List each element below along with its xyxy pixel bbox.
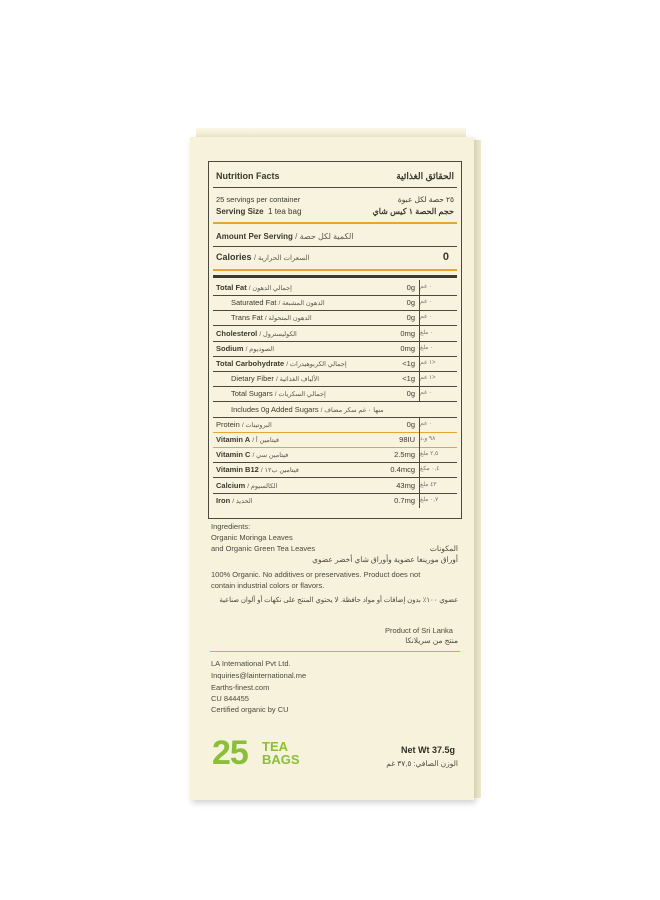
divider-orange bbox=[213, 269, 457, 271]
nutrient-row bbox=[213, 310, 457, 326]
nutrient-amount: 98IU bbox=[399, 435, 415, 444]
nutrient-amount: 0g bbox=[406, 283, 415, 292]
nutrient-name bbox=[231, 389, 326, 398]
nutrient-label-ar: / الكالسيوم bbox=[247, 482, 278, 490]
nutrient-amount-ar: ٠ غم bbox=[420, 284, 433, 290]
nutrient-amount: 0g bbox=[406, 389, 415, 399]
nutrient-row bbox=[213, 462, 457, 478]
nutrient-label-ar: / إجمالي السكريات bbox=[274, 391, 326, 399]
nutrient-label: Total Sugars bbox=[231, 389, 273, 399]
nutrient-row bbox=[213, 280, 457, 296]
nutrient-row bbox=[213, 326, 457, 342]
nutrient-amount-ar: ٠ ملغ bbox=[420, 344, 434, 351]
nutrient-label: Sodium bbox=[216, 343, 244, 353]
nutrient-amount-ar: ٤٣ ملغ bbox=[420, 481, 437, 488]
nutrient-row bbox=[213, 432, 457, 448]
nutrient-amount-ar: ٠ غم bbox=[420, 314, 433, 321]
nutrient-name bbox=[216, 496, 253, 505]
company-email: Inquiries@lainternational.me bbox=[211, 671, 307, 680]
nutrient-label-ar: / الصوديوم bbox=[245, 345, 275, 353]
company-name: LA International Pvt Ltd. bbox=[211, 659, 291, 668]
ingredients-label: Ingredients: bbox=[211, 522, 251, 531]
ingredients-line-1: Organic Moringa Leaves bbox=[211, 533, 293, 542]
divider bbox=[213, 187, 457, 188]
nutrient-name bbox=[216, 435, 279, 444]
nutrient-amount-ar: <١ غم bbox=[420, 360, 436, 366]
divider bbox=[213, 246, 457, 247]
nutrient-name bbox=[216, 359, 347, 368]
tea-bag-count: 25 bbox=[212, 734, 248, 772]
box-side-edge bbox=[474, 140, 481, 798]
net-weight: Net Wt 37.5g bbox=[401, 745, 456, 755]
nutrient-name bbox=[231, 374, 319, 383]
nutrient-label-ar: / فيتامين ب١٢ bbox=[260, 467, 299, 475]
organic-claim-ar: عضوي ١٠٠٪ بدون إضافات أو مواد حافظة. لا يحتوي المنتج على نكهات أو ألوان صناعية bbox=[219, 597, 458, 604]
nutrient-amount-ar: ٠ غم bbox=[420, 299, 433, 306]
nutrient-label: Total Fat bbox=[216, 283, 247, 292]
nutrient-amount-ar: ٠ ملغ bbox=[420, 329, 434, 336]
ingredients-line-2: and Organic Green Tea Leaves bbox=[211, 544, 316, 553]
nutrient-label-ar: / الحديد bbox=[232, 497, 253, 505]
nutrient-amount: 0g bbox=[406, 313, 415, 323]
nutrient-label: Vitamin C bbox=[216, 450, 251, 460]
nutrition-facts-panel bbox=[208, 161, 462, 519]
divider-orange bbox=[213, 222, 457, 224]
nutrition-title: Nutrition Facts bbox=[216, 171, 280, 181]
net-weight-ar: الوزن الصافي: ٣٧,٥ غم bbox=[386, 759, 458, 768]
calories-ar: / السعرات الحرارية bbox=[254, 255, 310, 262]
nutrient-row bbox=[213, 417, 457, 433]
nutrient-amount-ar: ٢,٥ ملغ bbox=[420, 451, 439, 458]
nutrient-label-ar: / البروتينات bbox=[241, 421, 272, 429]
nutrient-amount: <1g bbox=[402, 374, 415, 384]
nutrient-row bbox=[213, 356, 457, 372]
nutrient-name bbox=[216, 329, 297, 338]
nutrient-amount: 2.5mg bbox=[394, 450, 415, 460]
nutrient-label-ar: / إجمالي الكربوهيدرات bbox=[286, 361, 347, 368]
origin-ar: منتج من سريلانكا bbox=[405, 636, 458, 645]
nutrient-row bbox=[213, 295, 457, 311]
nutrient-amount: 0mg bbox=[400, 328, 415, 338]
tea-bags-label bbox=[262, 740, 300, 766]
nutrient-label-ar: / الدهون المتحولة bbox=[264, 315, 312, 323]
nutrient-amount-ar: ٠ غم bbox=[420, 420, 433, 427]
nutrient-name bbox=[231, 405, 384, 414]
nutrient-label-ar: / فيتامين أ bbox=[252, 437, 279, 444]
nutrient-row bbox=[213, 478, 457, 494]
nutrient-name bbox=[216, 420, 272, 429]
nutrient-label: Trans Fat bbox=[231, 313, 263, 323]
calories-label: Calories bbox=[216, 252, 252, 262]
nutrient-amount-ar: ٠ غم bbox=[420, 390, 433, 397]
origin-en: Product of Sri Lanka bbox=[385, 626, 453, 635]
nutrient-label: Dietary Fiber bbox=[231, 374, 274, 384]
nutrient-amount-ar: ٠,٤ مكغ bbox=[420, 466, 440, 473]
nutrient-amount: 0g bbox=[406, 419, 415, 429]
serving-size-ar: حجم الحصة ١ كيس شاي bbox=[372, 207, 454, 216]
serving-size-value: 1 tea bag bbox=[268, 207, 302, 216]
amount-per-serving: Amount Per Serving bbox=[216, 232, 293, 241]
nutrient-row bbox=[213, 341, 457, 357]
nutrient-row bbox=[213, 402, 457, 418]
nutrient-amount: 0mg bbox=[400, 343, 415, 353]
nutrient-amount: <1g bbox=[402, 359, 415, 368]
calories-value: 0 bbox=[442, 251, 449, 263]
nutrient-amount: 0.4mcg bbox=[390, 465, 415, 475]
nutrient-row bbox=[213, 447, 457, 463]
nutrient-amount: 0g bbox=[406, 298, 415, 308]
nutrient-name bbox=[216, 344, 274, 353]
nutrient-label: Iron bbox=[216, 495, 231, 505]
nutrient-label-ar: / الألياف الغذائية bbox=[276, 376, 320, 384]
nutrient-label-ar: / الكوليسترول bbox=[259, 330, 297, 338]
nutrient-label: Includes 0g Added Sugars bbox=[231, 404, 319, 414]
servings-per-container: 25 servings per container bbox=[216, 195, 301, 204]
divider-orange bbox=[210, 651, 460, 652]
organic-claim-line-2: contain industrial colors or flavors. bbox=[211, 581, 325, 590]
nutrient-label: Total Carbohydrate bbox=[216, 359, 285, 368]
nutrient-amount: 43mg bbox=[396, 480, 415, 490]
nutrient-amount-ar: <١ غم bbox=[420, 375, 436, 382]
serving-size-label: Serving Size bbox=[216, 207, 264, 216]
bags-word: BAGS bbox=[262, 752, 300, 767]
nutrient-name bbox=[216, 481, 277, 490]
certification: Certified organic by CU bbox=[211, 705, 289, 714]
nutrient-amount-ar: ٠,٧ ملغ bbox=[420, 496, 439, 503]
nutrient-label: Calcium bbox=[216, 480, 246, 490]
nutrient-amount-ar: ٩٨ و.د bbox=[420, 436, 436, 442]
nutrition-title-ar: الحقائق الغذائية bbox=[396, 171, 454, 181]
organic-claim-line-1: 100% Organic. No additives or preservatives. Product does not bbox=[211, 570, 421, 579]
nutrient-label-ar: / الدهون المشبعة bbox=[278, 300, 325, 308]
cu-number: CU 844455 bbox=[211, 694, 249, 703]
nutrient-row bbox=[213, 493, 457, 508]
ingredients-label-ar: المكونات bbox=[429, 544, 458, 553]
nutrient-label: Protein bbox=[216, 419, 240, 429]
nutrient-label-ar: / منها ٠ غم سكر مضاف bbox=[320, 406, 384, 414]
nutrient-row bbox=[213, 386, 457, 402]
nutrient-label: Vitamin B12 bbox=[216, 465, 259, 475]
nutrient-amount: 0.7mg bbox=[394, 495, 415, 505]
nutrient-name bbox=[216, 450, 288, 459]
tea-word: TEA bbox=[262, 739, 288, 754]
amount-per-serving-ar: / الكمية لكل حصة bbox=[295, 232, 354, 241]
ingredients-text-ar: أوراق مورينغا عضوية وأوراق شاي أخضر عضوي bbox=[312, 555, 458, 564]
nutrient-name bbox=[216, 283, 292, 292]
nutrient-label: Saturated Fat bbox=[231, 298, 277, 308]
nutrient-label: Cholesterol bbox=[216, 328, 258, 338]
divider-thick bbox=[213, 275, 457, 278]
nutrient-name bbox=[231, 298, 325, 307]
company-website: Earths-finest.com bbox=[211, 683, 270, 692]
nutrient-row bbox=[213, 371, 457, 387]
servings-per-container-ar: ٢٥ حصة لكل عبوة bbox=[397, 195, 454, 204]
nutrient-label-ar: / إجمالي الدهون bbox=[248, 285, 292, 292]
nutrient-name bbox=[231, 313, 312, 322]
nutrient-name bbox=[216, 465, 299, 474]
nutrient-label-ar: / فيتامين سي bbox=[252, 452, 289, 460]
nutrient-label: Vitamin A bbox=[216, 435, 251, 444]
box-top-flap bbox=[196, 128, 466, 137]
